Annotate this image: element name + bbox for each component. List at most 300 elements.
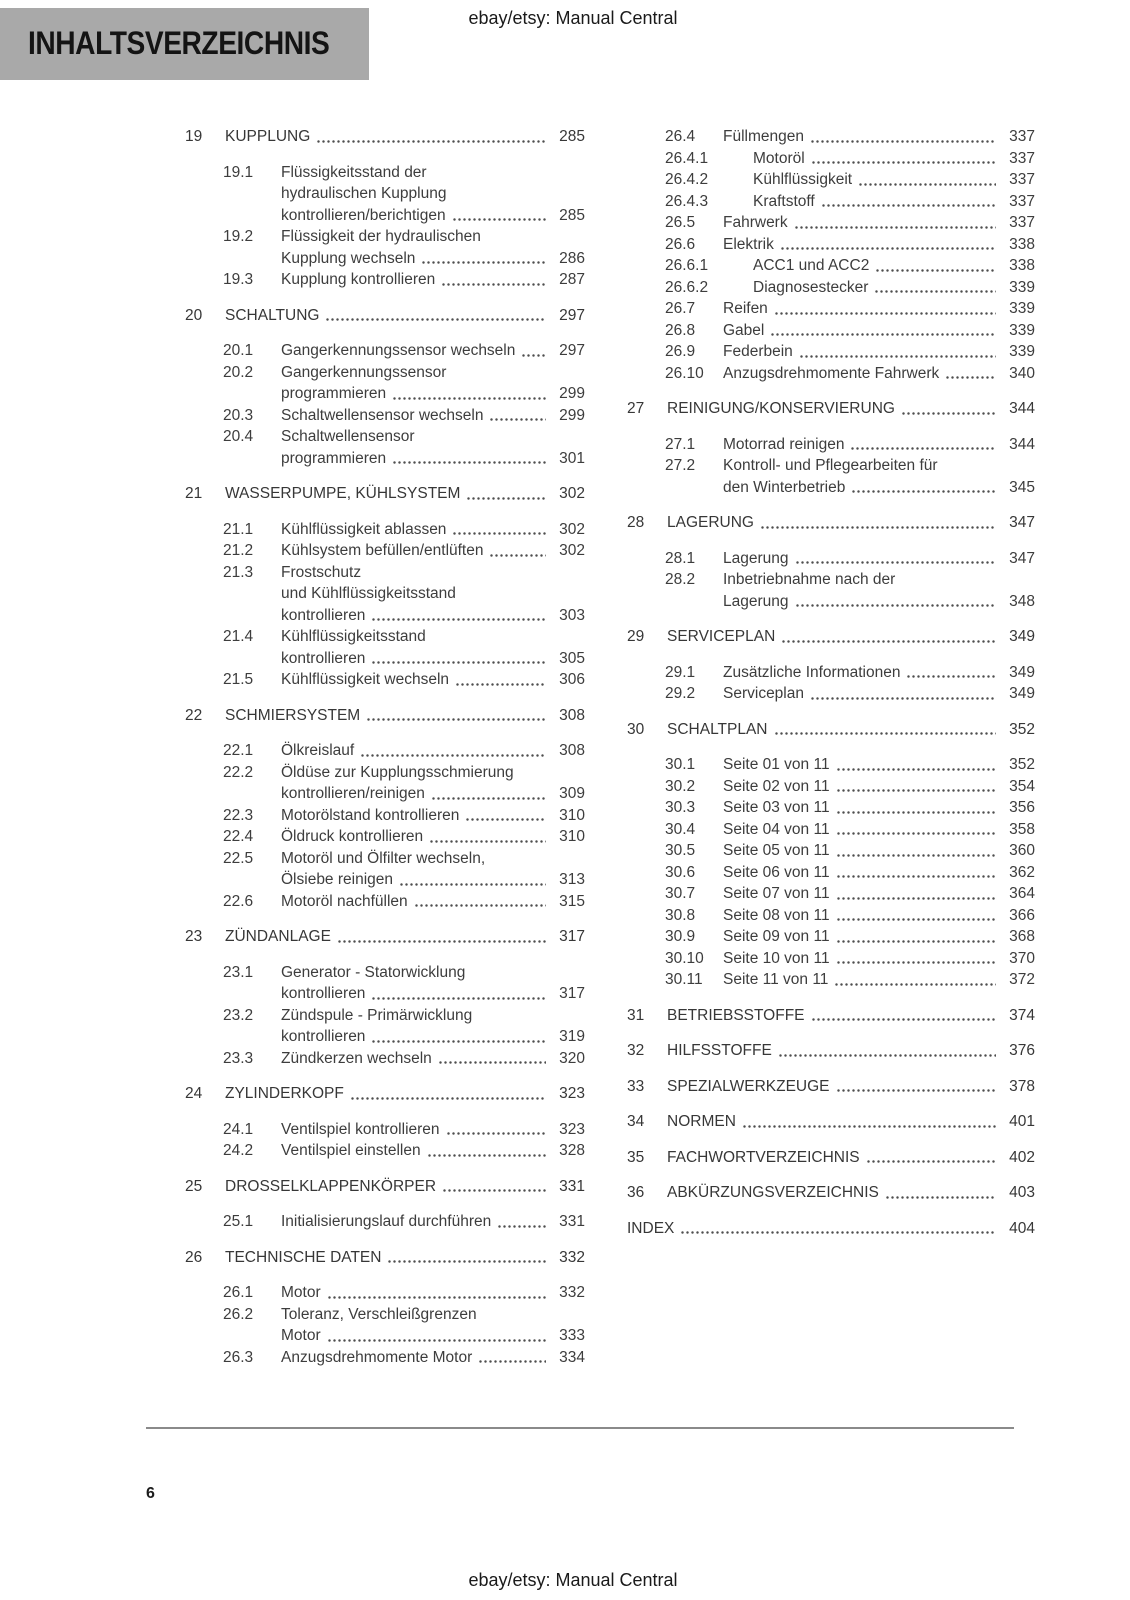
entry-page: 287 xyxy=(559,271,585,288)
entry-title: den Winterbetrieb xyxy=(723,478,846,496)
dot-leader xyxy=(429,839,546,844)
entry-page: 334 xyxy=(559,1348,585,1366)
entry-page: 337 xyxy=(1009,171,1035,188)
entry-title: SPEZIALWERKZEUGE xyxy=(667,1077,830,1095)
dot-leader xyxy=(371,1039,546,1044)
dot-leader xyxy=(350,1096,546,1101)
dot-leader xyxy=(438,1060,546,1065)
entry-page: 370 xyxy=(1009,949,1035,967)
entry-last-line xyxy=(723,819,1035,841)
entry-number: 28 xyxy=(627,514,645,531)
entry-title: Lagerung xyxy=(723,549,789,567)
toc-entry xyxy=(185,162,585,227)
entry-page: 368 xyxy=(1009,928,1035,945)
toc-entry xyxy=(185,740,585,762)
entry-title: Motor xyxy=(281,1284,321,1301)
toc-entry xyxy=(627,512,1035,534)
entry-title: programmieren xyxy=(281,449,387,467)
dot-leader xyxy=(455,682,546,687)
entry-last-line xyxy=(281,340,585,362)
entry-title: Füllmengen xyxy=(723,128,804,145)
dot-leader xyxy=(795,560,996,565)
toc-entry xyxy=(627,363,1035,385)
toc-entry xyxy=(627,905,1035,927)
entry-number: 26.1 xyxy=(223,1284,254,1301)
toc-entry xyxy=(185,1176,585,1198)
toc-entry xyxy=(185,1282,585,1304)
entry-body xyxy=(723,455,1035,498)
toc-entry xyxy=(627,776,1035,798)
dot-leader xyxy=(874,289,996,294)
entry-body xyxy=(723,754,1035,776)
dot-leader xyxy=(780,246,996,251)
entry-page: 372 xyxy=(1009,971,1035,988)
entry-last-line xyxy=(667,1076,1035,1098)
entry-number: 26.7 xyxy=(665,300,696,317)
entry-title-line: Gangerkennungssensor xyxy=(281,363,447,381)
entry-number: 21 xyxy=(185,485,203,502)
entry-number: 30.7 xyxy=(665,885,696,902)
entry-number: 28.1 xyxy=(665,549,696,567)
entry-last-line xyxy=(225,1176,585,1198)
entry-number: 22.2 xyxy=(223,763,254,781)
entry-page: 401 xyxy=(1009,1113,1035,1130)
entry-body xyxy=(281,540,585,562)
entry-title: ACC1 und ACC2 xyxy=(753,257,870,274)
entry-number: 28.2 xyxy=(665,571,696,588)
entry-number: 26.2 xyxy=(223,1305,254,1323)
entry-page: 313 xyxy=(559,871,585,888)
entry-page: 308 xyxy=(559,742,585,759)
dot-leader xyxy=(316,139,546,144)
entry-title-line: Flüssigkeitsstand der xyxy=(281,163,427,181)
entry-page: 308 xyxy=(559,706,585,724)
dot-leader xyxy=(392,460,546,465)
entry-last-line xyxy=(281,1140,585,1162)
dot-leader xyxy=(836,1088,997,1093)
entry-last-line xyxy=(281,519,585,541)
entry-page: 348 xyxy=(1009,592,1035,610)
toc-entry xyxy=(627,1076,1035,1098)
entry-title: NORMEN xyxy=(667,1113,736,1130)
entry-number: 23.3 xyxy=(223,1049,254,1067)
entry-body xyxy=(723,434,1035,456)
dot-leader xyxy=(337,939,546,944)
entry-title: Motorölstand kontrollieren xyxy=(281,806,460,824)
entry-body xyxy=(667,1147,1035,1169)
entry-number: 26.6.2 xyxy=(665,278,709,296)
toc-entry xyxy=(185,762,585,805)
entry-last-line xyxy=(723,883,1035,905)
toc-entry xyxy=(185,1211,585,1233)
entry-last-line xyxy=(281,891,585,913)
entry-last-line xyxy=(723,776,1035,798)
toc-entry xyxy=(627,1182,1035,1204)
entry-number: 29 xyxy=(627,628,645,645)
entry-title: Seite 02 von 11 xyxy=(723,777,830,795)
entry-page: 285 xyxy=(559,206,585,224)
entry-number: 26.3 xyxy=(223,1348,254,1366)
entry-body xyxy=(667,1076,1035,1098)
entry-number: 30 xyxy=(627,720,645,738)
entry-number: 35 xyxy=(627,1148,645,1166)
dot-leader xyxy=(521,353,546,358)
entry-body xyxy=(723,212,1035,234)
entry-number: 29.2 xyxy=(665,685,696,702)
toc-entry xyxy=(627,548,1035,570)
entry-title: Seite 09 von 11 xyxy=(723,928,830,945)
entry-body xyxy=(281,669,585,691)
entry-number: 25 xyxy=(185,1177,203,1195)
entry-title-line: Inbetriebnahme nach der xyxy=(723,571,896,588)
entry-body xyxy=(281,405,585,427)
entry-body xyxy=(667,1111,1035,1133)
dot-leader xyxy=(421,260,546,265)
footer-rule xyxy=(146,1427,1014,1429)
entry-title: SCHALTUNG xyxy=(225,306,320,324)
entry-title: Serviceplan xyxy=(723,685,804,702)
dot-leader xyxy=(465,817,546,822)
document-footer-tag: ebay/etsy: Manual Central xyxy=(468,1570,678,1590)
entry-page: 352 xyxy=(1009,720,1035,738)
entry-page: 402 xyxy=(1009,1148,1035,1166)
entry-page: 297 xyxy=(559,342,585,359)
dot-leader xyxy=(866,1159,996,1164)
entry-title: ABKÜRZUNGSVERZEICHNIS xyxy=(667,1184,879,1201)
entry-body xyxy=(723,569,1035,612)
entry-body xyxy=(281,1347,585,1369)
entry-body xyxy=(281,162,585,227)
entry-title: Fahrwerk xyxy=(723,214,788,231)
entry-last-line xyxy=(667,1040,1035,1062)
dot-leader xyxy=(810,139,996,144)
entry-body xyxy=(667,1005,1035,1027)
toc-entry xyxy=(185,1083,585,1105)
dot-leader xyxy=(770,332,996,337)
dot-leader xyxy=(821,203,996,208)
entry-number: 24 xyxy=(185,1085,203,1102)
entry-body xyxy=(723,840,1035,862)
entry-title-line: Motoröl und Ölfilter wechseln, xyxy=(281,849,486,867)
dot-leader xyxy=(399,882,546,887)
entry-last-line xyxy=(723,212,1035,234)
entry-body xyxy=(723,683,1035,705)
entry-number: 21.3 xyxy=(223,563,254,581)
entry-page: 323 xyxy=(559,1085,585,1102)
entry-body xyxy=(281,269,585,291)
entry-body xyxy=(667,398,1035,420)
entry-body xyxy=(723,126,1035,148)
entry-title: Schaltwellensensor wechseln xyxy=(281,406,484,424)
entry-number: 20.2 xyxy=(223,363,254,381)
entry-last-line xyxy=(723,126,1035,148)
entry-title: Gangerkennungssensor wechseln xyxy=(281,342,516,359)
toc-entry xyxy=(627,191,1035,213)
dot-leader xyxy=(392,396,546,401)
dot-leader xyxy=(875,268,996,273)
entry-title-line: Kühlflüssigkeitsstand xyxy=(281,628,426,645)
entry-last-line xyxy=(281,1048,585,1070)
entry-title: LAGERUNG xyxy=(667,514,754,531)
entry-number: 30.9 xyxy=(665,928,696,945)
entry-title: Diagnosestecker xyxy=(753,278,869,296)
entry-title: INDEX xyxy=(627,1219,675,1237)
entry-last-line xyxy=(281,648,585,670)
entry-title: Öldruck kontrollieren xyxy=(281,828,424,845)
entry-number: 19.3 xyxy=(223,271,254,288)
entry-title-line: Kontroll- und Pflegearbeiten für xyxy=(723,457,938,474)
entry-number: 27 xyxy=(627,400,645,417)
entry-number: 24.1 xyxy=(223,1120,254,1138)
toc-entry xyxy=(185,405,585,427)
dot-leader xyxy=(325,317,546,322)
entry-page: 354 xyxy=(1009,777,1035,795)
entry-body xyxy=(723,776,1035,798)
entry-last-line xyxy=(281,248,585,270)
toc-entry xyxy=(185,1140,585,1162)
entry-body xyxy=(753,148,1035,170)
entry-title: Kühlflüssigkeit wechseln xyxy=(281,671,450,688)
entry-body xyxy=(627,1218,1035,1240)
entry-title: Seite 06 von 11 xyxy=(723,863,830,881)
entry-title-line: Flüssigkeit der hydraulischen xyxy=(281,228,481,245)
toc-entry xyxy=(627,455,1035,498)
dot-leader xyxy=(794,225,996,230)
toc-entry xyxy=(627,719,1035,741)
entry-body xyxy=(281,1211,585,1233)
entry-body xyxy=(281,562,585,627)
entry-number: 20.3 xyxy=(223,406,254,424)
entry-number: 26.8 xyxy=(665,321,696,339)
dot-leader xyxy=(885,1195,996,1200)
dot-leader xyxy=(360,753,546,758)
toc-entry xyxy=(627,662,1035,684)
dot-leader xyxy=(901,411,996,416)
entry-last-line xyxy=(281,669,585,691)
entry-last-line xyxy=(723,591,1035,613)
page-title: INHALTSVERZEICHNIS xyxy=(28,25,330,62)
entry-body xyxy=(723,363,1035,385)
entry-page: 344 xyxy=(1009,400,1035,417)
dot-leader xyxy=(836,831,996,836)
toc-entry xyxy=(627,169,1035,191)
entry-title: Reifen xyxy=(723,300,768,317)
dot-leader xyxy=(431,796,546,801)
toc-entry xyxy=(627,883,1035,905)
dot-leader xyxy=(760,525,996,530)
entry-number: 26.4.3 xyxy=(665,192,709,210)
entry-last-line xyxy=(225,1247,585,1269)
entry-title: SCHALTPLAN xyxy=(667,720,768,738)
entry-number: 22.3 xyxy=(223,806,254,824)
entry-number: 29.1 xyxy=(665,663,696,681)
toc-column-left xyxy=(185,126,585,1368)
entry-last-line xyxy=(753,148,1035,170)
entry-number: 30.6 xyxy=(665,863,696,881)
entry-title: Seite 05 von 11 xyxy=(723,842,830,859)
entry-page: 347 xyxy=(1009,549,1035,567)
entry-body xyxy=(225,305,585,327)
dot-leader xyxy=(489,417,546,422)
entry-last-line xyxy=(723,298,1035,320)
entry-number: 19 xyxy=(185,128,203,145)
toc-entry xyxy=(627,126,1035,148)
toc-entry xyxy=(627,434,1035,456)
toc-entry xyxy=(627,298,1035,320)
toc-entry xyxy=(185,926,585,948)
entry-body xyxy=(225,1176,585,1198)
entry-page: 404 xyxy=(1009,1219,1035,1237)
entry-last-line xyxy=(281,1325,585,1347)
entry-body xyxy=(281,1005,585,1048)
entry-page: 344 xyxy=(1009,435,1035,453)
entry-number: 26.6 xyxy=(665,235,696,253)
entry-title: kontrollieren/berichtigen xyxy=(281,206,446,224)
entry-number: 34 xyxy=(627,1113,645,1130)
entry-body xyxy=(281,1304,585,1347)
entry-last-line xyxy=(723,234,1035,256)
entry-last-line xyxy=(281,1119,585,1141)
toc-entry xyxy=(185,362,585,405)
entry-title: Ventilspiel kontrollieren xyxy=(281,1120,440,1138)
entry-title: Zusätzliche Informationen xyxy=(723,663,901,681)
toc-column-right xyxy=(627,126,1035,1239)
toc-entry xyxy=(627,797,1035,819)
entry-title: Ventilspiel einstellen xyxy=(281,1142,421,1159)
entry-page: 337 xyxy=(1009,149,1035,167)
entry-number: 26.5 xyxy=(665,214,696,231)
entry-page: 349 xyxy=(1009,685,1035,702)
entry-last-line xyxy=(723,926,1035,948)
toc-entry xyxy=(627,683,1035,705)
entry-title: WASSERPUMPE, KÜHLSYSTEM xyxy=(225,485,461,502)
dot-leader xyxy=(446,1131,546,1136)
dot-leader xyxy=(489,553,546,558)
entry-last-line xyxy=(723,948,1035,970)
entry-title: Ölkreislauf xyxy=(281,742,355,759)
entry-title: SERVICEPLAN xyxy=(667,628,776,645)
entry-page: 333 xyxy=(559,1327,585,1344)
entry-page: 364 xyxy=(1009,885,1035,902)
entry-body xyxy=(723,905,1035,927)
toc-entry xyxy=(627,626,1035,648)
entry-title: Federbein xyxy=(723,343,793,360)
entry-title: Seite 10 von 11 xyxy=(723,949,830,967)
dot-leader xyxy=(327,1295,546,1300)
entry-body xyxy=(281,362,585,405)
entry-body xyxy=(667,626,1035,648)
entry-body xyxy=(723,969,1035,991)
entry-title: Seite 03 von 11 xyxy=(723,799,830,816)
entry-body xyxy=(225,483,585,505)
entry-last-line xyxy=(667,1005,1035,1027)
toc-entry xyxy=(185,426,585,469)
entry-number: 30.3 xyxy=(665,799,696,816)
entry-number: 30.10 xyxy=(665,949,704,967)
toc-entry xyxy=(627,1147,1035,1169)
entry-title: kontrollieren/reinigen xyxy=(281,785,425,802)
toc-entry xyxy=(627,1111,1035,1133)
entry-page: 338 xyxy=(1009,235,1035,253)
entry-last-line xyxy=(281,1211,585,1233)
entry-page: 315 xyxy=(559,892,585,910)
toc-entry xyxy=(185,305,585,327)
entry-title: HILFSSTOFFE xyxy=(667,1042,772,1059)
entry-title: Zündkerzen wechseln xyxy=(281,1049,432,1067)
dot-leader xyxy=(680,1230,996,1235)
toc-entry xyxy=(627,1040,1035,1062)
dot-leader xyxy=(836,896,996,901)
entry-last-line xyxy=(723,662,1035,684)
entry-title: REINIGUNG/KONSERVIERUNG xyxy=(667,400,895,417)
dot-leader xyxy=(371,617,546,622)
entry-page: 338 xyxy=(1009,257,1035,274)
entry-title: SCHMIERSYSTEM xyxy=(225,706,361,724)
dot-leader xyxy=(366,717,546,722)
dot-leader xyxy=(478,1359,546,1364)
footer-page-number: 6 xyxy=(146,1485,155,1502)
toc-entry xyxy=(627,148,1035,170)
entry-page: 320 xyxy=(559,1049,585,1067)
entry-last-line xyxy=(281,983,585,1005)
dot-leader xyxy=(414,903,546,908)
document-header-tag: ebay/etsy: Manual Central xyxy=(468,8,678,28)
entry-body xyxy=(281,1282,585,1304)
entry-page: 345 xyxy=(1009,478,1035,496)
dot-leader xyxy=(795,603,996,608)
entry-body xyxy=(281,1119,585,1141)
entry-page: 403 xyxy=(1009,1184,1035,1201)
entry-number: 30.11 xyxy=(665,971,703,988)
entry-title: Gabel xyxy=(723,321,765,339)
entry-title-line: Generator - Statorwicklung xyxy=(281,963,466,981)
entry-last-line xyxy=(667,1182,1035,1204)
entry-page: 303 xyxy=(559,606,585,624)
entry-body xyxy=(281,340,585,362)
entry-title: kontrollieren xyxy=(281,606,366,624)
dot-leader xyxy=(371,996,546,1001)
toc-entry xyxy=(627,1218,1035,1240)
dot-leader xyxy=(810,696,996,701)
entry-title: ZÜNDANLAGE xyxy=(225,928,331,945)
dot-leader xyxy=(452,217,546,222)
entry-last-line xyxy=(225,483,585,505)
toc-entry xyxy=(627,212,1035,234)
dot-leader xyxy=(811,160,996,165)
toc-entry xyxy=(185,519,585,541)
entry-body xyxy=(723,819,1035,841)
entry-body xyxy=(753,169,1035,191)
entry-title: Ölsiebe reinigen xyxy=(281,871,394,888)
entry-page: 299 xyxy=(559,406,585,424)
entry-page: 339 xyxy=(1009,343,1035,360)
entry-title: Kupplung kontrollieren xyxy=(281,271,436,288)
dot-leader xyxy=(851,489,996,494)
toc-entry xyxy=(185,483,585,505)
dot-leader xyxy=(836,874,996,879)
entry-number: 21.2 xyxy=(223,542,254,559)
entry-title: Seite 07 von 11 xyxy=(723,885,830,902)
dot-leader xyxy=(858,182,996,187)
entry-body xyxy=(281,762,585,805)
entry-page: 349 xyxy=(1009,628,1035,645)
dot-leader xyxy=(774,731,997,736)
entry-number: 30.5 xyxy=(665,842,696,859)
entry-title: Kraftstoff xyxy=(753,192,815,210)
entry-page: 310 xyxy=(559,806,585,824)
entry-last-line xyxy=(281,783,585,805)
entry-page: 317 xyxy=(559,985,585,1002)
